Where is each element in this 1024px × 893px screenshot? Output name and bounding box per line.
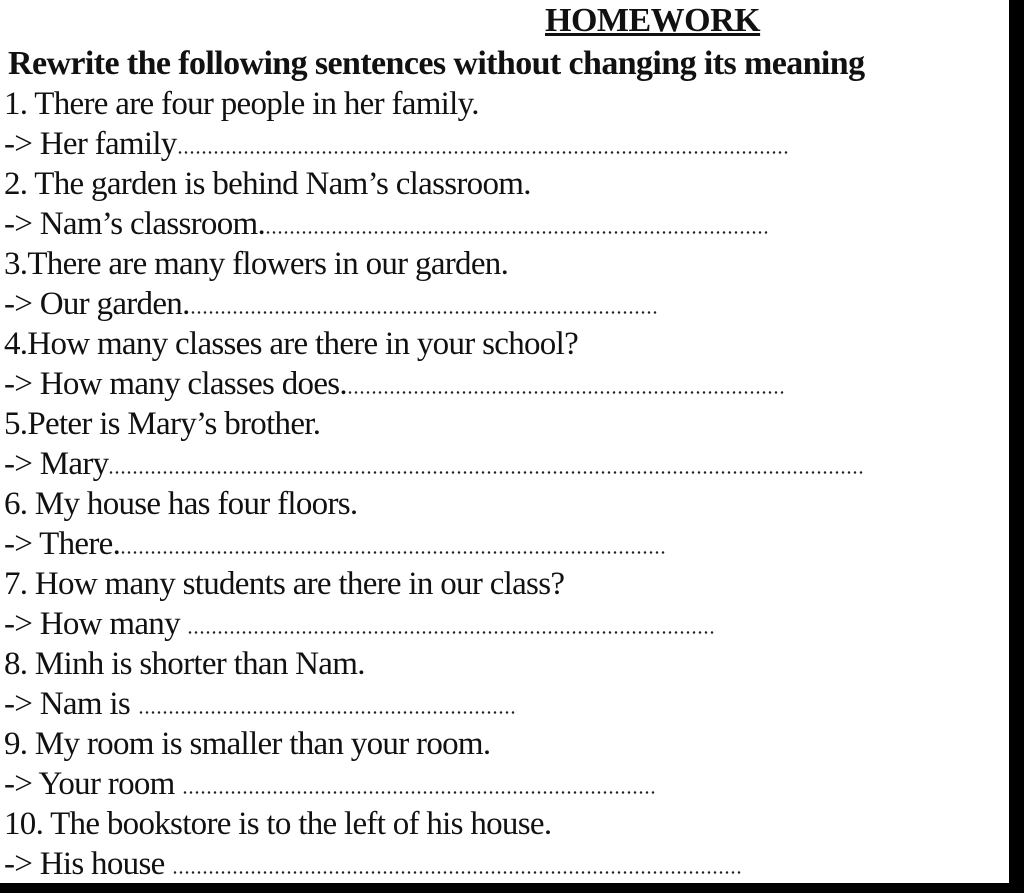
answer-line-5[interactable] — [4, 446, 864, 483]
answer-blank-6[interactable] — [120, 551, 666, 554]
question-3: 3.There are many flowers in our garden. — [4, 246, 509, 282]
answer-line-4[interactable] — [4, 366, 785, 403]
answer-blank-7[interactable] — [187, 631, 715, 634]
answer-blank-9[interactable] — [182, 791, 656, 794]
answer-prefix-2: -> Nam’s classroom. — [4, 206, 266, 242]
answer-line-3[interactable] — [4, 286, 658, 323]
answer-line-8[interactable] — [4, 686, 516, 723]
question-4: 4.How many classes are there in your school? — [4, 326, 579, 362]
answer-prefix-5: -> Mary — [4, 446, 109, 482]
answer-prefix-4: -> How many classes does. — [4, 366, 347, 402]
answer-blank-1[interactable] — [177, 151, 789, 154]
answer-blank-8[interactable] — [138, 711, 516, 714]
answer-prefix-3: -> Our garden. — [4, 286, 190, 322]
answer-line-7[interactable] — [4, 606, 715, 643]
answer-blank-10[interactable] — [172, 871, 742, 874]
worksheet-title: HOMEWORK — [545, 2, 761, 39]
question-8: 8. Minh is shorter than Nam. — [4, 646, 365, 682]
answer-prefix-9: -> Your room — [4, 766, 183, 802]
answer-blank-2[interactable] — [265, 231, 769, 234]
answer-blank-5[interactable] — [108, 471, 864, 474]
answer-prefix-10: -> His house — [4, 846, 173, 882]
right-border — [1009, 0, 1024, 893]
answer-prefix-7: -> How many — [4, 606, 188, 642]
question-1: 1. There are four people in her family. — [4, 86, 479, 122]
question-7: 7. How many students are there in our class? — [4, 566, 565, 602]
question-5: 5.Peter is Mary’s brother. — [4, 406, 321, 442]
answer-line-1[interactable] — [4, 126, 789, 163]
answer-prefix-6: -> There. — [4, 526, 121, 562]
question-2: 2. The garden is behind Nam’s classroom. — [4, 166, 531, 202]
instruction-text: Rewrite the following sentences without changing its meaning — [8, 45, 865, 82]
answer-blank-3[interactable] — [190, 311, 658, 314]
question-6: 6. My house has four floors. — [4, 486, 358, 522]
answer-prefix-8: -> Nam is — [4, 686, 138, 722]
question-10: 10. The bookstore is to the left of his house. — [4, 806, 552, 842]
bottom-border — [0, 883, 1024, 893]
answer-line-2[interactable] — [4, 206, 769, 243]
answer-prefix-1: -> Her family — [4, 126, 177, 162]
answer-line-10[interactable] — [4, 846, 742, 883]
answer-line-6[interactable] — [4, 526, 666, 563]
answer-blank-4[interactable] — [347, 391, 785, 394]
question-9: 9. My room is smaller than your room. — [4, 726, 491, 762]
answer-line-9[interactable] — [4, 766, 656, 803]
